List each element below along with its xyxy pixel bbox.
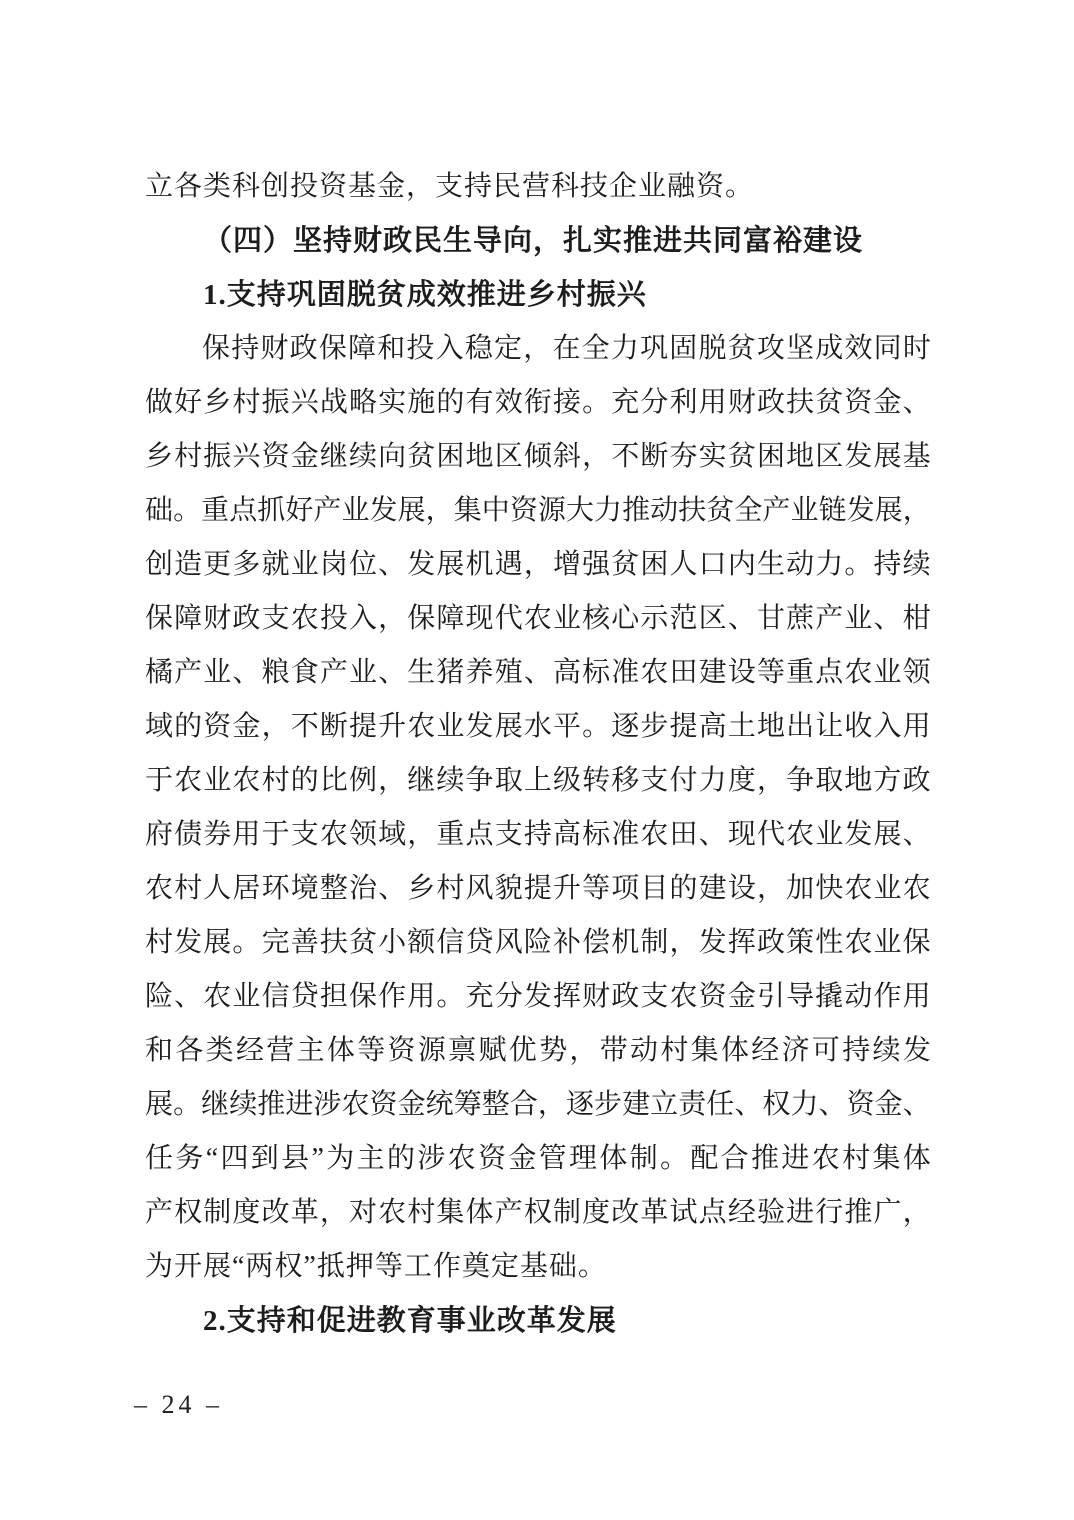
subsection-heading-2: 2.支持和促进教育事业改革发展: [203, 1305, 617, 1337]
body-line: 础 。 重 点 抓 好 产 业 发 展 ， 集 中 资 源 大 力 推 动 扶 贫 全 产 业 链 发 展 ，: [145, 495, 931, 526]
body-line: 乡 村 振 兴 资 金 继 续 向 贫 困 地 区 倾 斜 ， 不 断 夯 实 贫 困 地 区 发 展 基: [145, 441, 931, 472]
body-line: 任 务 “ 四 到 县 ” 为 主 的 涉 农 资 金 管 理 体 制 。 配 合 推 进 农 村 集 体: [145, 1143, 931, 1174]
body-line: 村 发 展 。 完 善 扶 贫 小 额 信 贷 风 险 补 偿 机 制 ， 发 挥 政 策 性 农 业 保: [145, 927, 931, 958]
body-line: 做 好 乡 村 振 兴 战 略 实 施 的 有 效 衔 接 。 充 分 利 用 财 政 扶 贫 资 金 、: [145, 387, 931, 418]
body-line: 于 农 业 农 村 的 比 例 ， 继 续 争 取 上 级 转 移 支 付 力 度 ， 争 取 地 方 政: [145, 765, 931, 796]
body-line: 保 持 财 政 保 障 和 投 入 稳 定 ， 在 全 力 巩 固 脱 贫 攻 坚 成 效 同 时: [202, 333, 931, 364]
page-number: – 24 –: [134, 1390, 223, 1419]
body-line: 保 障 财 政 支 农 投 入 ， 保 障 现 代 农 业 核 心 示 范 区 、 甘 蔗 产 业 、 柑: [145, 603, 931, 634]
section-heading: （四）坚持财政民生导向，扎实推进共同富裕建设: [203, 225, 864, 257]
subsection-heading-1: 1.支持巩固脱贫成效推进乡村振兴: [203, 279, 647, 311]
body-line: 橘 产 业 、 粮 食 产 业 、 生 猪 养 殖 、 高 标 准 农 田 建 设 等 重 点 农 业 领: [145, 657, 931, 688]
body-line: 和 各 类 经 营 主 体 等 资 源 禀 赋 优 势 ， 带 动 村 集 体 经 济 可 持 续 发: [145, 1035, 931, 1066]
body-line: 产 权 制 度 改 革 ， 对 农 村 集 体 产 权 制 度 改 革 试 点 经 验 进 行 推 广 ，: [145, 1197, 931, 1228]
body-line: 为开展“两权”抵押等工作奠定基础。: [145, 1251, 607, 1282]
body-line: 展 。 继 续 推 进 涉 农 资 金 统 筹 整 合 ， 逐 步 建 立 责 任 、 权 力 、 资 金 、: [145, 1089, 931, 1120]
body-line: 险 、 农 业 信 贷 担 保 作 用 。 充 分 发 挥 财 政 支 农 资 金 引 导 撬 动 作 用: [145, 981, 931, 1012]
body-line: 农 村 人 居 环 境 整 治 、 乡 村 风 貌 提 升 等 项 目 的 建 设 ， 加 快 农 业 农: [145, 873, 931, 904]
paragraph-continuation-line: 立各类科创投资基金，支持民营科技企业融资。: [145, 171, 755, 202]
body-line: 创 造 更 多 就 业 岗 位 、 发 展 机 遇 ， 增 强 贫 困 人 口 内 生 动 力 。 持 续: [145, 549, 931, 580]
text-block: [145, 160, 931, 1348]
body-line: 域 的 资 金 ， 不 断 提 升 农 业 发 展 水 平 。 逐 步 提 高 土 地 出 让 收 入 用: [145, 711, 931, 742]
body-line: 府 债 券 用 于 支 农 领 域 ， 重 点 支 持 高 标 准 农 田 、 现 代 农 业 发 展 、: [145, 819, 931, 850]
